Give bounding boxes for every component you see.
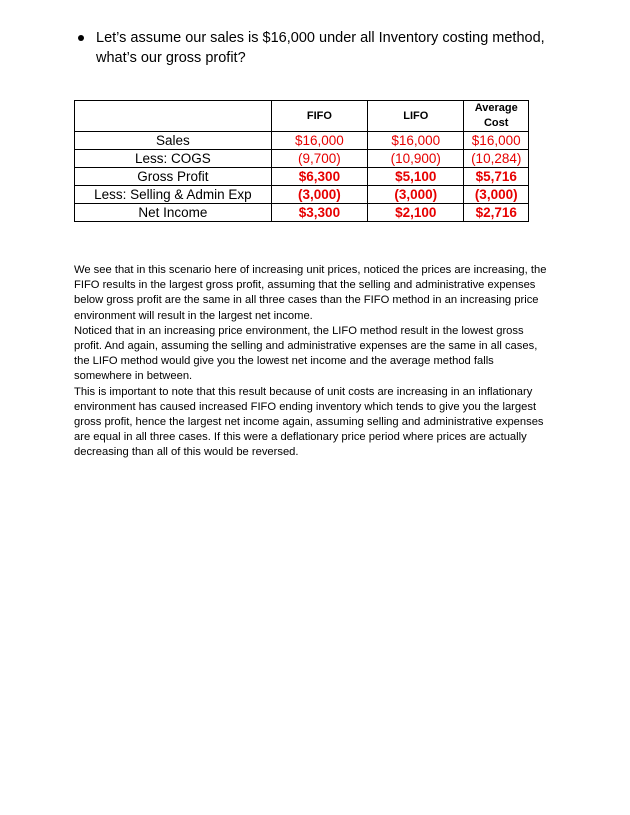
value-average: $16,000 bbox=[464, 132, 529, 150]
value-average: $5,716 bbox=[464, 168, 529, 186]
value-lifo: $16,000 bbox=[368, 132, 464, 150]
paragraph-fifo: We see that in this scenario here of increasing unit prices, noticed the prices are increasing, the FIFO results in the largest gross profit, assuming that the selling and administrative expenses below gross profit are the same in all three cases than the FIFO method in an increasing price environment will result in the largest net income. bbox=[74, 264, 547, 322]
paragraph-inflation: This is important to note that this result because of unit costs are increasing in an inflationary environment has caused increased FIFO ending inventory which tends to give you the largest gross profit, hence the largest net income again, assuming selling and administrative expenses are equal in all three cases. If this were a deflationary price period where prices are actually decreasing than all of this would be reversed. bbox=[74, 385, 544, 459]
value-lifo: $5,100 bbox=[368, 168, 464, 186]
row-label: Net Income bbox=[75, 204, 272, 222]
header-lifo: LIFO bbox=[368, 101, 464, 132]
value-fifo: (9,700) bbox=[271, 150, 367, 168]
value-average: (10,284) bbox=[464, 150, 529, 168]
value-fifo: $3,300 bbox=[271, 204, 367, 222]
bullet-point-icon bbox=[78, 35, 84, 41]
row-label: Less: COGS bbox=[75, 150, 272, 168]
row-label: Sales bbox=[75, 132, 272, 150]
value-lifo: $2,100 bbox=[368, 204, 464, 222]
row-label: Less: Selling & Admin Exp bbox=[75, 186, 272, 204]
table-row-cogs bbox=[75, 150, 529, 168]
table-header-row bbox=[75, 101, 529, 132]
row-label: Gross Profit bbox=[75, 168, 272, 186]
header-blank bbox=[75, 101, 272, 132]
table-row-sales bbox=[75, 132, 529, 150]
explanation-text bbox=[74, 263, 554, 461]
value-average: $2,716 bbox=[464, 204, 529, 222]
table-row-net-income bbox=[75, 204, 529, 222]
value-fifo: $6,300 bbox=[271, 168, 367, 186]
value-lifo: (3,000) bbox=[368, 186, 464, 204]
value-fifo: (3,000) bbox=[271, 186, 367, 204]
table-row-selling-admin bbox=[75, 186, 529, 204]
gross-profit-table bbox=[74, 100, 529, 222]
paragraph-lifo: Noticed that in an increasing price environment, the LIFO method result in the lowest gross profit. And again, assuming the selling and administrative expenses are the same in all cases, the LIFO method would give you the lowest net income and the average method falls somewhere in between. bbox=[74, 324, 538, 383]
bullet-question bbox=[78, 28, 578, 68]
header-fifo: FIFO bbox=[271, 101, 367, 132]
value-lifo: (10,900) bbox=[368, 150, 464, 168]
value-average: (3,000) bbox=[464, 186, 529, 204]
header-average-cost: Average Cost bbox=[464, 101, 529, 132]
value-fifo: $16,000 bbox=[271, 132, 367, 150]
table-row-gross-profit bbox=[75, 168, 529, 186]
question-text: Let’s assume our sales is $16,000 under all Inventory costing method, what’s our gross profit? bbox=[96, 30, 545, 66]
